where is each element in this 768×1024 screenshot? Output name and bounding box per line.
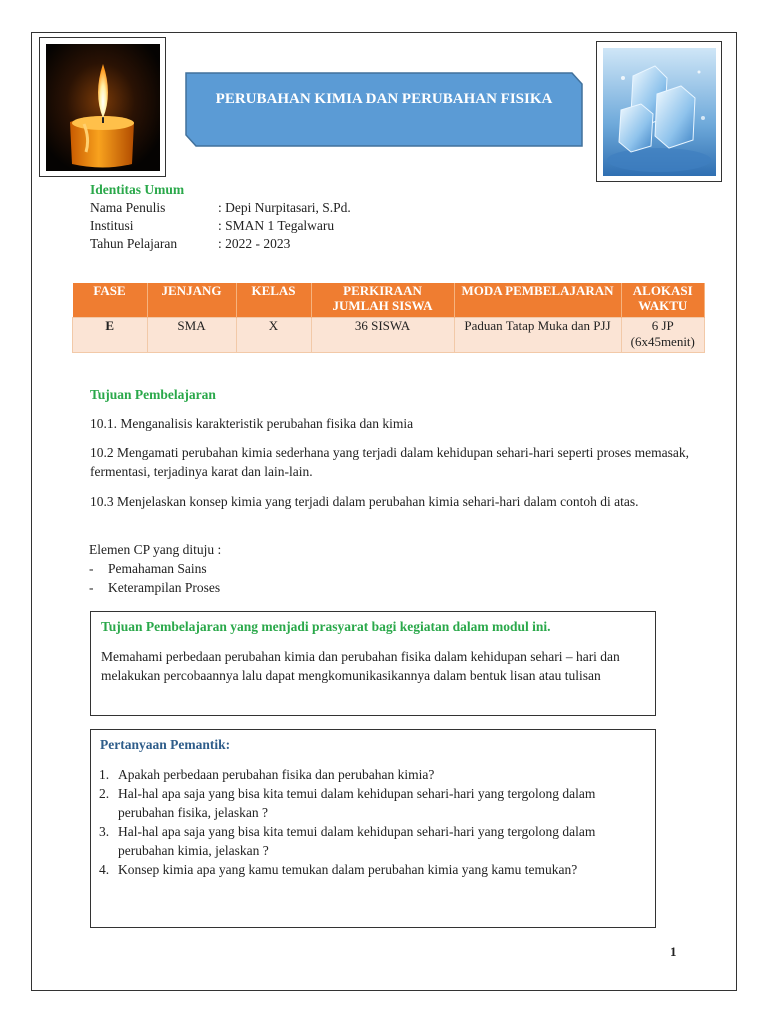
tujuan-item: 10.3 Menjelaskan konsep kimia yang terjadi dalam perubahan kimia sehari-hari dalam contoh di atas. bbox=[90, 494, 639, 509]
elemen-item-label: Keterampilan Proses bbox=[108, 580, 221, 595]
cell-jumlah-siswa: 36 SISWA bbox=[311, 318, 454, 353]
identitas-heading: Identitas Umum bbox=[90, 182, 185, 197]
ice-cubes-icon bbox=[603, 48, 716, 176]
page-title: PERUBAHAN KIMIA DAN PERUBAHAN FISIKA bbox=[215, 91, 553, 107]
prasyarat-box bbox=[90, 611, 656, 716]
question-text: Hal-hal apa saja yang bisa kita temui dalam kehidupan sehari-hari yang tergolong dalam perubahan fisika, jelaskan ? bbox=[118, 786, 596, 820]
identitas-value: : SMAN 1 Tegalwaru bbox=[218, 218, 335, 233]
tujuan-heading: Tujuan Pembelajaran bbox=[90, 387, 216, 402]
elemen-label: Elemen CP yang dituju : bbox=[89, 542, 222, 557]
ice-cubes-photo bbox=[596, 41, 722, 182]
tujuan-item: 10.1. Menganalisis karakteristik perubahan fisika dan kimia bbox=[90, 416, 414, 431]
elemen-item-label: Pemahaman Sains bbox=[108, 561, 207, 576]
list-item: 2. Hal-hal apa saja yang bisa kita temui dalam kehidupan sehari-hari yang tergolong dalam perubahan fisika, jelaskan ? bbox=[99, 784, 645, 822]
list-item: 4. Konsep kimia apa yang kamu temukan dalam perubahan kimia yang kamu temukan? bbox=[99, 862, 578, 877]
cell-fase: E bbox=[73, 318, 148, 353]
header-jenjang: JENJANG bbox=[147, 283, 236, 318]
cell-jenjang: SMA bbox=[147, 318, 236, 353]
question-text: Apakah perbedaan perubahan fisika dan perubahan kimia? bbox=[118, 767, 435, 782]
cell-moda: Paduan Tatap Muka dan PJJ bbox=[454, 318, 621, 353]
cell-kelas: X bbox=[236, 318, 311, 353]
identitas-row bbox=[90, 217, 351, 235]
identitas-key: Nama Penulis bbox=[90, 200, 166, 215]
header-jumlah-siswa: PERKIRAAN JUMLAH SISWA bbox=[311, 283, 454, 318]
pemantik-list bbox=[99, 765, 645, 879]
elemen-section bbox=[89, 540, 689, 597]
prasyarat-title: Tujuan Pembelajaran yang menjadi prasyarat bagi kegiatan dalam modul ini. bbox=[101, 619, 551, 634]
identitas-value: : 2022 - 2023 bbox=[218, 236, 291, 251]
header-alokasi: ALOKASI WAKTU bbox=[621, 283, 705, 318]
header-kelas: KELAS bbox=[236, 283, 311, 318]
list-item: 3. Hal-hal apa saja yang bisa kita temui dalam kehidupan sehari-hari yang tergolong dalam perubahan kimia, jelaskan ? bbox=[99, 822, 645, 860]
pemantik-box bbox=[90, 729, 656, 928]
candle-photo bbox=[39, 37, 166, 177]
identitas-row bbox=[90, 235, 351, 253]
tujuan-item: 10.2 Mengamati perubahan kimia sederhana yang terjadi dalam kehidupan sehari-hari seperti proses memasak, fermentasi, terjadinya karat dan lain-lain. bbox=[90, 445, 690, 479]
identitas-row bbox=[90, 199, 351, 217]
identitas-value: : Depi Nurpitasari, S.Pd. bbox=[218, 200, 351, 215]
list-item: 1. Apakah perbedaan perubahan fisika dan perubahan kimia? bbox=[99, 767, 435, 782]
elemen-item: - Pemahaman Sains bbox=[89, 561, 207, 576]
title-banner bbox=[185, 72, 583, 147]
cell-alokasi: 6 JP (6x45menit) bbox=[621, 318, 705, 353]
table-row bbox=[73, 318, 705, 353]
identitas-key: Institusi bbox=[90, 218, 134, 233]
question-text: Hal-hal apa saja yang bisa kita temui dalam kehidupan sehari-hari yang tergolong dalam perubahan kimia, jelaskan ? bbox=[118, 824, 596, 858]
header-moda: MODA PEMBELAJARAN bbox=[454, 283, 621, 318]
header-fase: FASE bbox=[73, 283, 148, 318]
info-table bbox=[72, 283, 705, 353]
pemantik-title: Pertanyaan Pemantik: bbox=[100, 737, 231, 752]
table-header-row bbox=[73, 283, 705, 318]
elemen-item: - Keterampilan Proses bbox=[89, 580, 221, 595]
candle-icon bbox=[46, 44, 160, 171]
identitas-section bbox=[90, 181, 351, 253]
identitas-key: Tahun Pelajaran bbox=[90, 236, 178, 251]
prasyarat-body: Memahami perbedaan perubahan kimia dan perubahan fisika dalam kehidupan sehari – hari dan melakukan percobaannya lalu dapat mengkomunikasikannya dalam bentuk lisan atau tulisan bbox=[101, 649, 620, 683]
page-number: 1 bbox=[670, 944, 677, 959]
question-text: Konsep kimia apa yang kamu temukan dalam perubahan kimia yang kamu temukan? bbox=[118, 862, 578, 877]
